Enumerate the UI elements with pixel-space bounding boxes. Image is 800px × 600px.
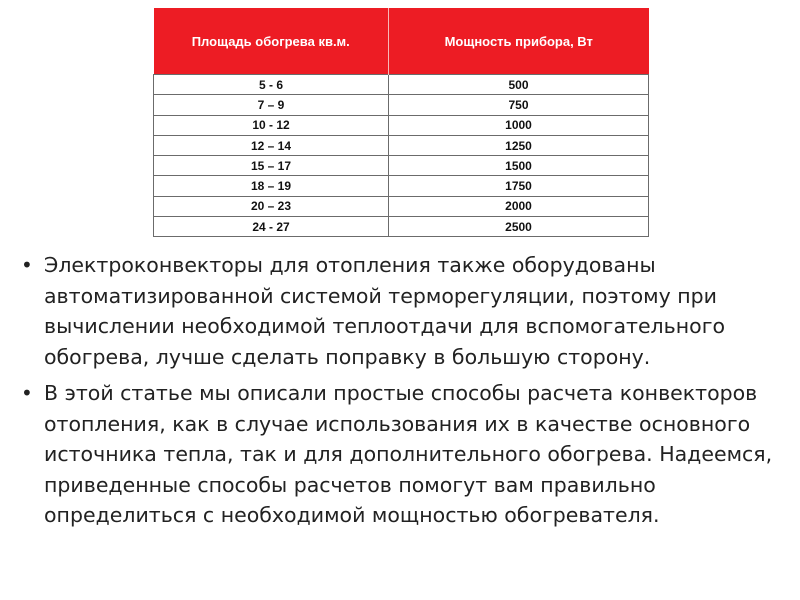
cell-area: 12 – 14	[154, 135, 389, 155]
table-row	[154, 95, 649, 115]
cell-power: 2500	[389, 217, 649, 237]
table-row	[154, 156, 649, 176]
bullet-item	[20, 250, 795, 372]
table-header-row	[154, 8, 649, 75]
table-row	[154, 217, 649, 237]
cell-area: 7 – 9	[154, 95, 389, 115]
cell-area: 15 – 17	[154, 156, 389, 176]
cell-power: 500	[389, 75, 649, 95]
power-table	[153, 8, 649, 237]
bullet-text: В этой статье мы описали простые способы расчета конвекторов отопления, как в случае использования их в качестве основного источника тепла, так и для дополнительного обогрева. Надеемся, приведенные способы расчетов помогут вам правильно определиться с необходимой мощностью обогревателя.	[44, 381, 773, 527]
bullet-item	[20, 378, 795, 531]
cell-power: 2000	[389, 196, 649, 216]
header-area: Площадь обогрева кв.м.	[154, 8, 389, 75]
bullet-text: Электроконвекторы для отопления также оборудованы автоматизированной системой терморегуляции, поэтому при вычислении необходимой теплоотдачи для вспомогательного обогрева, лучше сделать поправку в большую сторону.	[44, 253, 726, 369]
bullet-list	[20, 250, 795, 537]
cell-area: 5 - 6	[154, 75, 389, 95]
cell-power: 1250	[389, 135, 649, 155]
cell-power: 1500	[389, 156, 649, 176]
header-power: Мощность прибора, Вт	[389, 8, 649, 75]
cell-power: 1000	[389, 115, 649, 135]
table-row	[154, 135, 649, 155]
cell-power: 1750	[389, 176, 649, 196]
bullet-marker: •	[21, 381, 33, 405]
cell-area: 24 - 27	[154, 217, 389, 237]
table-row	[154, 115, 649, 135]
table-row	[154, 176, 649, 196]
cell-area: 20 – 23	[154, 196, 389, 216]
cell-area: 10 - 12	[154, 115, 389, 135]
table-row	[154, 75, 649, 95]
cell-area: 18 – 19	[154, 176, 389, 196]
bullet-marker: •	[21, 253, 33, 277]
table-row	[154, 196, 649, 216]
cell-power: 750	[389, 95, 649, 115]
